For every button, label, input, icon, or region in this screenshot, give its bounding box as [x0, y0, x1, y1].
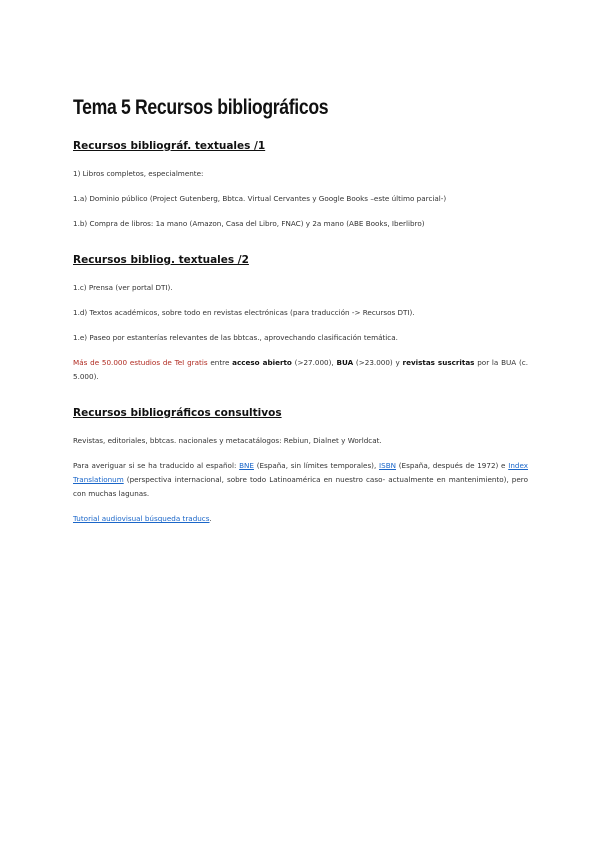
link-index-translationum[interactable]: Index Translationum	[73, 461, 529, 484]
text-span: (>23.000) y	[353, 358, 403, 367]
text-span: Para averiguar si se ha traducido al español:	[73, 461, 240, 470]
paragraph-paseo-estanterias: 1.e) Paseo por estanterías relevantes de las bbtcas., aprovechando clasificación temática.	[73, 333, 398, 342]
link-tutorial-audiovisual[interactable]: Tutorial audiovisual búsqueda traducs	[73, 514, 210, 523]
page-title: Tema 5 Recursos bibliográficos	[73, 96, 329, 119]
paragraph-libros-completos: 1) Libros completos, especialmente:	[73, 169, 204, 178]
paragraph-prensa: 1.c) Prensa (ver portal DTI).	[73, 283, 173, 292]
link-isbn[interactable]: ISBN	[379, 461, 397, 470]
text-span: (>27.000),	[291, 358, 337, 367]
paragraph-revistas-editoriales: Revistas, editoriales, bbtcas. nacionales y metacatálogos: Rebiun, Dialnet y Worldcat.	[73, 436, 382, 445]
text-span: (España, sin límites temporales),	[253, 461, 380, 470]
text-span: por la BUA (c. 5.000).	[73, 358, 529, 381]
text-span: (perspectiva internacional, sobre todo Latinoamérica en nuestro caso- actualmente en mantenimiento), pero con muchas lagunas.	[73, 475, 528, 498]
text-span: (España, después de 1972) e	[396, 461, 509, 470]
highlight-estudios-gratis: Más de 50.000 estudios de TeI gratis	[73, 358, 208, 367]
text-span: .	[209, 514, 212, 523]
paragraph-tutorial	[73, 512, 528, 526]
paragraph-estudios-tei	[73, 356, 528, 384]
text-span: entre	[207, 358, 233, 367]
paragraph-dominio-publico: 1.a) Dominio público (Project Gutenberg, Bbtca. Virtual Cervantes y Google Books –este último parcial-)	[73, 194, 447, 203]
paragraph-compra-libros: 1.b) Compra de libros: 1a mano (Amazon, Casa del Libro, FNAC) y 2a mano (ABE Books, Iberlibro)	[73, 219, 425, 228]
document-content	[73, 96, 528, 537]
bold-revistas-suscritas: revistas suscritas	[402, 358, 475, 367]
bold-acceso-abierto: acceso abierto	[232, 358, 292, 367]
link-bne[interactable]: BNE	[239, 461, 254, 470]
paragraph-averiguar-traduccion	[73, 459, 528, 501]
section-heading-textuales-2: Recursos bibliog. textuales /2	[73, 254, 249, 266]
section-heading-consultivos: Recursos bibliográficos consultivos	[73, 407, 282, 419]
paragraph-textos-academicos: 1.d) Textos académicos, sobre todo en revistas electrónicas (para traducción -> Recursos DTI).	[73, 308, 415, 317]
bold-bua: BUA	[336, 358, 354, 367]
section-heading-textuales-1: Recursos bibliográf. textuales /1	[73, 140, 266, 152]
